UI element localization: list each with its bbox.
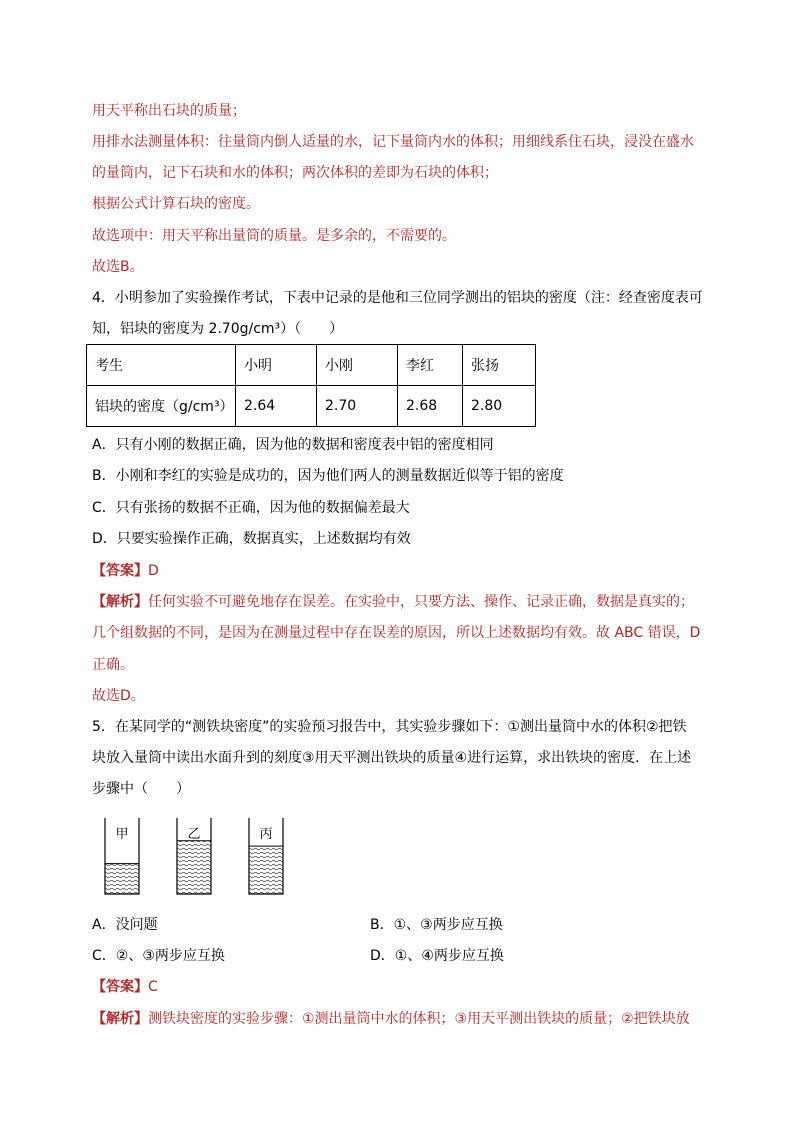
water-level (249, 846, 283, 894)
q4-analysis-line-1 (92, 592, 694, 612)
answer-value: C (148, 979, 158, 995)
table-cell: 2.80 (463, 386, 536, 427)
q5-stem-line-1: 5．在某同学的“测铁块密度”的实验预习报告中，其实验步骤如下：①测出量筒中水的体积②把铁 (92, 719, 687, 735)
table-header-cell: 小明 (236, 345, 317, 386)
q4-analysis-line-3: 正确。 (92, 657, 134, 673)
answer-label: 【答案】 (92, 563, 148, 579)
table-cell: 2.70 (317, 386, 398, 427)
measuring-cylinder (105, 818, 139, 894)
table-cell: 铝块的密度（g/cm³） (87, 386, 236, 427)
water-level (177, 841, 211, 894)
analysis-label: 【解析】 (92, 1011, 148, 1027)
measuring-cylinder (177, 818, 211, 894)
cylinder-label: 乙 (187, 827, 201, 842)
analysis-text: 测铁块密度的实验步骤：①测出量筒中水的体积；③用天平测出铁块的质量；②把铁块放 (148, 1011, 690, 1027)
cylinder-label: 丙 (259, 827, 273, 842)
solution-conclusion: 故选B。 (92, 259, 144, 275)
measuring-cylinder (249, 818, 283, 894)
q4-answer (92, 561, 159, 581)
solution-line-4: 根据公式计算石块的密度。 (92, 196, 260, 212)
answer-label: 【答案】 (92, 979, 148, 995)
q4-stem-line-1: 4．小明参加了实验操作考试，下表中记录的是他和三位同学测出的铝块的密度（注：经查密度表可 (92, 290, 703, 306)
solution-line-3: 的量筒内，记下石块和水的体积；两次体积的差即为石块的体积； (92, 165, 498, 181)
q4-stem-line-2: 知，铝块的密度为 2.70g/cm³）（ ） (92, 321, 344, 337)
table-header-cell: 李红 (398, 345, 463, 386)
q4-option-d: D．只要实验操作正确，数据真实，上述数据均有效 (92, 531, 411, 547)
q5-option-c: C．②、③两步应互换 (92, 948, 225, 964)
answer-value: D (148, 563, 159, 579)
q4-option-c: C．只有张扬的数据不正确，因为他的数据偏差最大 (92, 500, 410, 516)
q5-stem-line-2: 块放入量筒中读出水面升到的刻度③用天平测出铁块的质量④进行运算，求出铁块的密度．在上述 (92, 750, 692, 766)
q5-option-d: D．①、④两步应互换 (370, 948, 504, 964)
table-row (87, 386, 536, 427)
table-header-row (87, 345, 536, 386)
measuring-cylinders-figure (104, 815, 304, 899)
q5-stem-line-3: 步骤中（ ） (92, 781, 190, 797)
q4-conclusion: 故选D。 (92, 688, 145, 704)
analysis-label: 【解析】 (92, 594, 148, 610)
solution-line-1: 用天平称出石块的质量； (92, 103, 246, 119)
q4-option-b: B．小刚和李红的实验是成功的，因为他们两人的测量数据近似等于铝的密度 (92, 468, 564, 484)
table-cell: 2.68 (398, 386, 463, 427)
table-header-cell: 考生 (87, 345, 236, 386)
solution-line-2: 用排水法测量体积：往量筒内倒人适量的水，记下量筒内水的体积；用细线系住石块，浸没在盛水 (92, 134, 694, 150)
q4-analysis-line-2: 几个组数据的不同，是因为在测量过程中存在误差的原因，所以上述数据均有效。故 ABC 错误，D (92, 625, 701, 641)
cylinder-label: 甲 (115, 827, 129, 842)
table-cell: 2.64 (236, 386, 317, 427)
q5-analysis-line-1 (92, 1009, 690, 1029)
water-level (105, 864, 139, 894)
q5-answer (92, 977, 158, 997)
q5-option-b: B．①、③两步应互换 (370, 917, 503, 933)
q5-option-a: A．没问题 (92, 917, 158, 933)
table-header-cell: 小刚 (317, 345, 398, 386)
solution-line-5: 故选项中：用天平称出量筒的质量。是多余的，不需要的。 (92, 228, 456, 244)
density-table (86, 344, 536, 427)
q4-option-a: A．只有小刚的数据正确，因为他的数据和密度表中铝的密度相同 (92, 437, 494, 453)
analysis-text: 任何实验不可避免地存在误差。在实验中，只要方法、操作、记录正确，数据是真实的； (148, 594, 694, 610)
table-header-cell: 张扬 (463, 345, 536, 386)
